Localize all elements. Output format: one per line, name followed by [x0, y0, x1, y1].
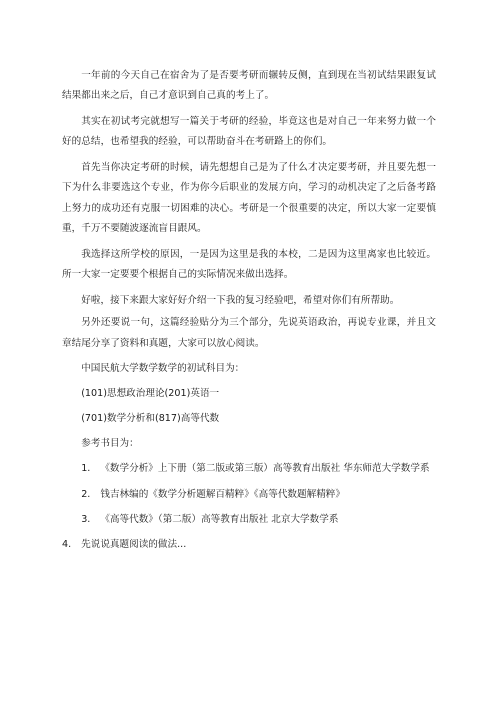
paragraph-1: 一年前的今天自己在宿舍为了是否要考研而辗转反侧，直到现在当初试结果跟复试结果都出来之后，自己才意识到自己真的考上了。	[62, 70, 436, 102]
list-text: 先说说真题阅读的做法...	[81, 539, 187, 551]
exam-subject-line-2: (701)数学分析和(817)高等代数	[81, 413, 220, 425]
reference-item-2	[62, 485, 436, 505]
reference-item-3	[62, 510, 436, 530]
reference-text: 《高等代数》（第二版）高等教育出版社 北京大学数学系	[100, 513, 339, 525]
reference-number: 2.	[81, 488, 91, 500]
paragraph-2: 其实在初试考完就想写一篇关于考研的经验，毕竟这也是对自己一年来努力做一个好的总结，也希望我的经验，可以帮助奋斗在考研路上的你们。	[62, 116, 436, 148]
reference-text: 《数学分析》上下册（第二版或第三版）高等教育出版社 华东师范大学数学系	[100, 463, 430, 475]
exam-subjects-intro: 中国民航大学数学数学的初试科目为：	[81, 363, 245, 375]
reference-item-1	[62, 459, 436, 479]
reference-number: 1.	[81, 463, 91, 475]
list-item-4	[62, 535, 436, 555]
document-body	[62, 66, 436, 561]
exam-subject-line-1: (101)思想政治理论(201)英语一	[81, 388, 220, 400]
paragraph-4: 我选择这所学校的原因，一是因为这里是我的本校，二是因为这里离家也比较近。所一大家一定要要个根据自己的实际情况来做出选择。	[62, 248, 436, 281]
reference-number: 3.	[81, 513, 91, 525]
list-number: 4.	[62, 539, 72, 551]
reference-text: 钱吉林编的《数学分析题解百精粹》《高等代数题解精粹》	[100, 488, 345, 500]
paragraph-3: 首先当你决定考研的时候，请先想想自己是为了什么才决定要考研，并且要先想一下为什么非要选这个专业，作为你今后职业的发展方向，学习的动机决定了之后备考路上努力的成功还有克服一切困难的决心。考研是一个很重要的决定，所以大家一定要慎重，千万不要随波逐流盲目跟风。	[62, 162, 436, 235]
paragraph-5: 好啦，接下来跟大家好好介绍一下我的复习经验吧，希望对你们有所帮助。	[81, 294, 400, 306]
paragraph-6: 另外还要说一句，这篇经验贴分为三个部分，先说英语政治，再说专业课，并且文章结尾分享了资料和真题，大家可以放心阅读。	[62, 317, 436, 349]
references-label: 参考书目为：	[81, 438, 139, 450]
